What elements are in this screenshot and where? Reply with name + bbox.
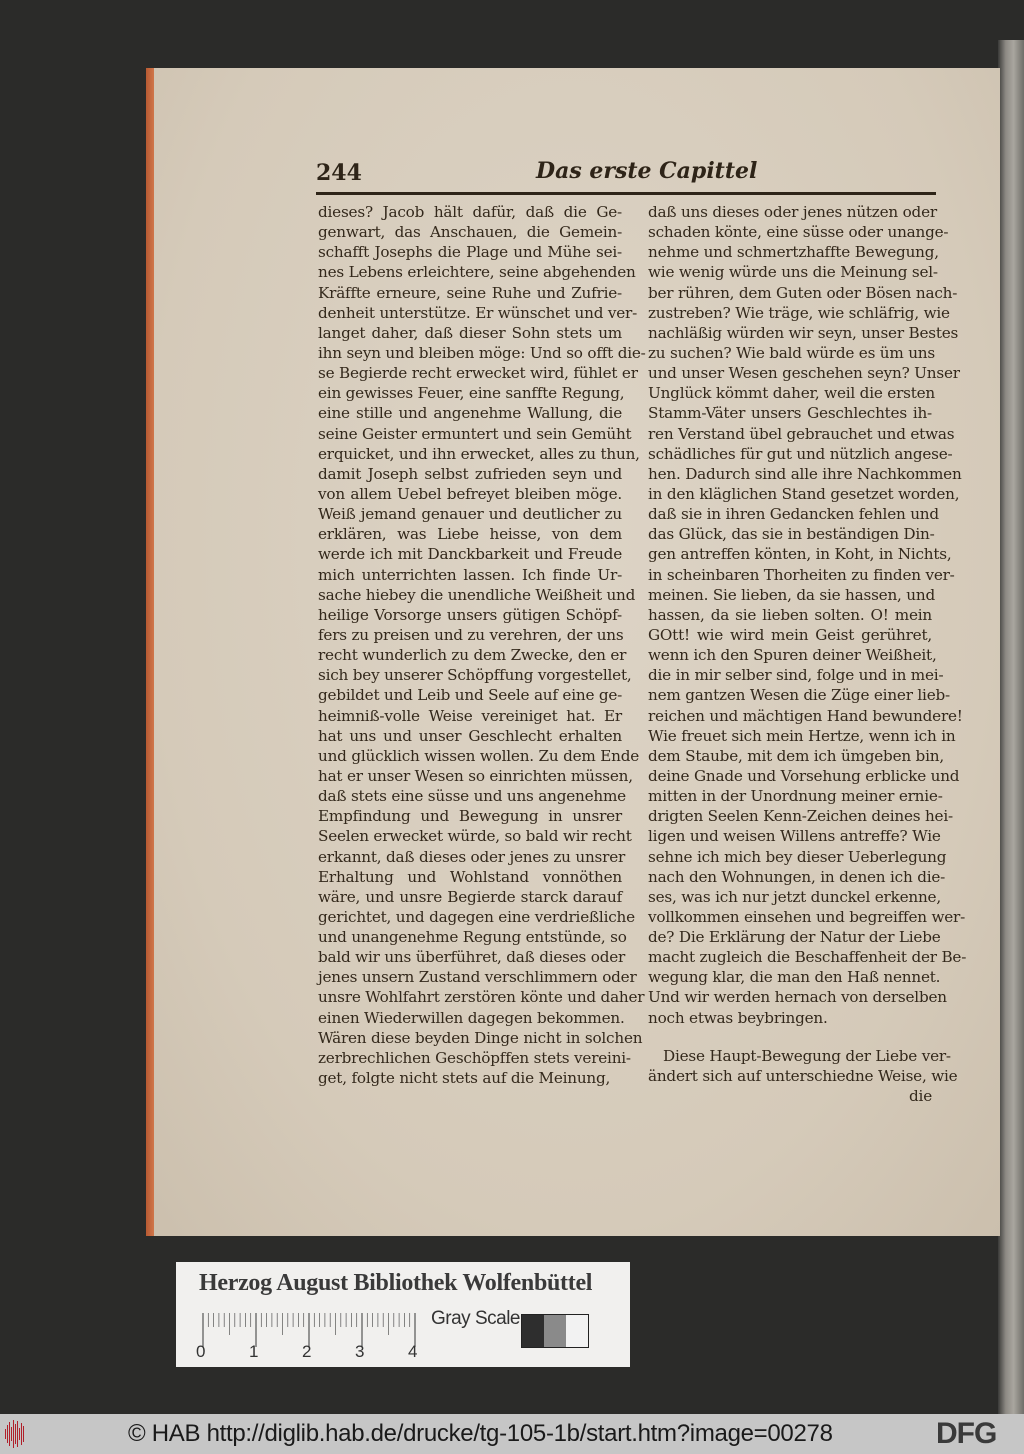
text-line: langet daher, daß dieser Sohn stets um xyxy=(318,323,622,342)
adjacent-page-edge xyxy=(998,40,1024,1414)
text-line: heimniß-volle Weise vereiniget hat. Er xyxy=(318,706,622,725)
text-line: denheit unterstütze. Er wünschet und ver- xyxy=(318,303,637,322)
ruler-label: 0 xyxy=(196,1342,206,1361)
text-line: damit Joseph selbst zufrieden seyn und xyxy=(318,464,622,483)
page-edge-red xyxy=(146,68,154,1236)
text-line: daß sie in ihren Gedancken fehlen und xyxy=(648,505,939,524)
text-line: fers zu preisen und zu verehren, der uns xyxy=(318,625,624,644)
logo-bar xyxy=(11,1427,12,1441)
text-line: erkannt, daß dieses oder jenes zu unsrer xyxy=(318,847,626,866)
text-line: schädliches für gut und nützlich angese- xyxy=(648,444,953,463)
text-line: schafft Josephs die Plage und Mühe sei- xyxy=(318,243,622,262)
text-line: Seelen erwecket würde, so bald wir recht xyxy=(318,827,632,846)
running-title: Das erste Capittel xyxy=(536,158,758,184)
text-line: Weiß jemand genauer und deutlicher zu xyxy=(318,505,622,524)
text-line: nem gantzen Wesen die Züge einer lieb- xyxy=(648,686,950,705)
footer-bar xyxy=(0,1414,1024,1454)
ruler-label: 1 xyxy=(249,1342,259,1361)
text-line: einen Wiederwillen dagegen bekommen. xyxy=(318,1008,625,1027)
text-line: hen. Dadurch sind alle ihre Nachkommen xyxy=(648,464,962,483)
text-line: seine Geister ermuntert und sein Gemüht xyxy=(318,424,632,443)
text-line: get, folgte nicht stets auf die Meinung, xyxy=(318,1069,611,1088)
text-line: bald wir uns überführet, daß dieses oder xyxy=(318,948,626,967)
gray-scale-swatch xyxy=(521,1314,589,1348)
text-line: Kräffte erneure, seine Ruhe und Zufrie- xyxy=(318,283,622,302)
text-line: nes Lebens erleichtere, seine abgehenden xyxy=(318,263,636,282)
text-line: hat uns und unser Geschlecht erhalten xyxy=(318,726,622,745)
text-line: hassen, da sie lieben solten. O! mein xyxy=(648,605,932,624)
logo-bar xyxy=(21,1423,22,1445)
text-line: erquicket, und ihn erwecket, alles zu thun, xyxy=(318,444,640,463)
text-line: und unser Wesen geschehen seyn? Unser xyxy=(648,364,960,383)
text-line: heilige Vorsorge unsers gütigen Schöpf- xyxy=(318,605,622,624)
text-line: in den kläglichen Stand gesetzet worden, xyxy=(648,484,960,503)
text-line: reichen und mächtigen Hand bewundere! xyxy=(648,706,963,725)
text-line: zu suchen? Wie bald würde es üm uns xyxy=(648,343,935,362)
text-line: wegung klar, die man den Haß nennet. xyxy=(648,968,941,987)
text-line: mitten in der Unordnung meiner ernie- xyxy=(648,787,943,806)
text-line: nach den Wohnungen, in denen ich die- xyxy=(648,867,946,886)
text-line: Unglück kömmt daher, weil die ersten xyxy=(648,384,935,403)
text-line: macht zugleich die Beschaffenheit der Be- xyxy=(648,948,967,967)
text-line: werde ich mit Danckbarkeit und Freude xyxy=(318,545,622,564)
text-line: Stamm-Väter unsers Geschlechtes ih- xyxy=(648,404,932,423)
text-line: ligen und weisen Willens antreffe? Wie xyxy=(648,827,941,846)
text-line: und glücklich wissen wollen. Zu dem Ende xyxy=(318,746,640,765)
text-line: erklären, was Liebe heisse, von dem xyxy=(318,525,622,544)
text-line: hat er unser Wesen so einrichten müssen, xyxy=(318,766,633,785)
text-line: zerbrechlichen Geschöpffen stets vereini- xyxy=(318,1048,631,1067)
text-line: Wie freuet sich mein Hertze, wenn ich in xyxy=(648,726,956,745)
text-line: unsre Wohlfahrt zerstören könte und daher xyxy=(318,988,645,1007)
text-line: se Begierde recht erwecket wird, fühlet er xyxy=(318,364,638,383)
header-rule xyxy=(316,192,936,195)
right-column xyxy=(648,202,967,1106)
text-line: sich bey unserer Schöpffung vorgestellet, xyxy=(318,666,632,685)
logo-bar xyxy=(17,1421,18,1447)
text-line: ren Verstand übel gebrauchet und etwas xyxy=(648,424,955,443)
ruler-label: 2 xyxy=(302,1342,312,1361)
text-line: das Glück, das sie in beständigen Din- xyxy=(648,525,935,544)
text-line: zustreben? Wie träge, wie schläfrig, wie xyxy=(648,303,950,322)
text-line: sache hiebey die unendliche Weißheit und xyxy=(318,585,636,604)
calibration-card xyxy=(176,1262,630,1367)
text-line: die xyxy=(909,1087,932,1106)
text-line: Empfindung und Bewegung in unsrer xyxy=(318,807,622,826)
dfg-logo: DFG xyxy=(936,1417,997,1450)
text-line: dem Staube, mit dem ich ümgeben bin, xyxy=(648,746,944,765)
gray-swatch xyxy=(522,1315,544,1347)
text-line: gebildet und Leib und Seele auf eine ge- xyxy=(318,686,623,705)
text-line: noch etwas beybringen. xyxy=(648,1008,828,1027)
text-line: Wären diese beyden Dinge nicht in solchen xyxy=(318,1028,643,1047)
text-line: gerichtet, und dagegen eine verdrießliche xyxy=(318,907,635,926)
text-line: wenn ich den Spuren deiner Weißheit, xyxy=(648,646,937,665)
logo-bar xyxy=(13,1420,14,1448)
text-line: sehne ich mich bey dieser Ueberlegung xyxy=(648,847,947,866)
logo-bar xyxy=(19,1428,20,1440)
text-line: die in mir selber sind, folge und in mei- xyxy=(648,666,944,685)
text-line: Diese Haupt-Bewegung der Liebe ver- xyxy=(648,1046,951,1065)
hab-logo-icon xyxy=(5,1420,25,1448)
logo-bar xyxy=(5,1429,6,1439)
text-line: deine Gnade und Vorsehung erblicke und xyxy=(648,766,960,785)
text-line: daß stets eine süsse und uns angenehme xyxy=(318,787,626,806)
library-name: Herzog August Bibliothek Wolfenbüttel xyxy=(199,1270,593,1296)
text-line: meinen. Sie lieben, da sie hassen, und xyxy=(648,585,935,604)
text-line: schaden könte, eine süsse oder unange- xyxy=(648,223,949,242)
logo-bar xyxy=(9,1422,10,1446)
page-number: 244 xyxy=(316,160,362,186)
text-line: ein gewisses Feuer, eine sanffte Regung, xyxy=(318,384,625,403)
text-line: mich unterrichten lassen. Ich finde Ur- xyxy=(318,565,622,584)
text-line: nehme und schmertzhaffte Bewegung, xyxy=(648,243,939,262)
ruler-label: 3 xyxy=(355,1342,365,1361)
text-line: ber rühren, dem Guten oder Bösen nach- xyxy=(648,283,958,302)
text-line: in scheinbaren Thorheiten zu finden ver- xyxy=(648,565,955,584)
logo-bar xyxy=(7,1425,8,1443)
logo-bar xyxy=(15,1424,16,1444)
logo-bar xyxy=(23,1426,24,1442)
gray-swatch xyxy=(544,1315,566,1347)
text-line: und unangenehme Regung entstünde, so xyxy=(318,928,627,947)
gray-swatch xyxy=(566,1315,588,1347)
text-line: recht wunderlich zu dem Zwecke, den er xyxy=(318,646,627,665)
text-line: von allem Uebel befreyet bleiben möge. xyxy=(318,484,622,503)
text-line: jenes unsern Zustand verschlimmern oder xyxy=(318,968,637,987)
text-line: daß uns dieses oder jenes nützen oder xyxy=(648,203,937,221)
text-line: ses, was ich nur jetzt dunckel erkenne, xyxy=(648,887,941,906)
text-line: Und wir werden hernach von derselben xyxy=(648,988,947,1007)
book-page xyxy=(146,68,1000,1236)
text-line: nachläßig würden wir seyn, unser Bestes xyxy=(648,323,959,342)
text-line: vollkommen einsehen und begreiffen wer- xyxy=(648,907,966,926)
ruler-label: 4 xyxy=(408,1342,418,1361)
text-line: ändert sich auf unterschiedne Weise, wie xyxy=(648,1066,958,1085)
text-line: genwart, das Anschauen, die Gemein- xyxy=(318,223,622,242)
text-line: dieses? Jacob hält dafür, daß die Ge- xyxy=(318,203,622,221)
text-line: ihn seyn und bleiben möge: Und so offt die- xyxy=(318,343,646,362)
left-column xyxy=(318,202,646,1088)
text-line: wie wenig würde uns die Meinung sel- xyxy=(648,263,938,282)
text-line: drigten Seelen Kenn-Zeichen deines hei- xyxy=(648,807,953,826)
text-line: gen antreffen könten, in Koht, in Nichts, xyxy=(648,545,952,564)
text-line: wäre, und unsre Begierde starck darauf xyxy=(318,887,622,906)
text-line: Erhaltung und Wohlstand vonnöthen xyxy=(318,867,622,886)
gray-scale-label: Gray Scale xyxy=(431,1308,520,1329)
paragraph-gap xyxy=(648,1028,932,1046)
copyright-url: © HAB http://diglib.hab.de/drucke/tg-105-1b/start.htm?image=00278 xyxy=(128,1420,833,1447)
text-line: de? Die Erklärung der Natur der Liebe xyxy=(648,928,941,947)
text-line: GOtt! wie wird mein Geist gerühret, xyxy=(648,625,932,644)
text-line: eine stille und angenehme Wallung, die xyxy=(318,404,622,423)
